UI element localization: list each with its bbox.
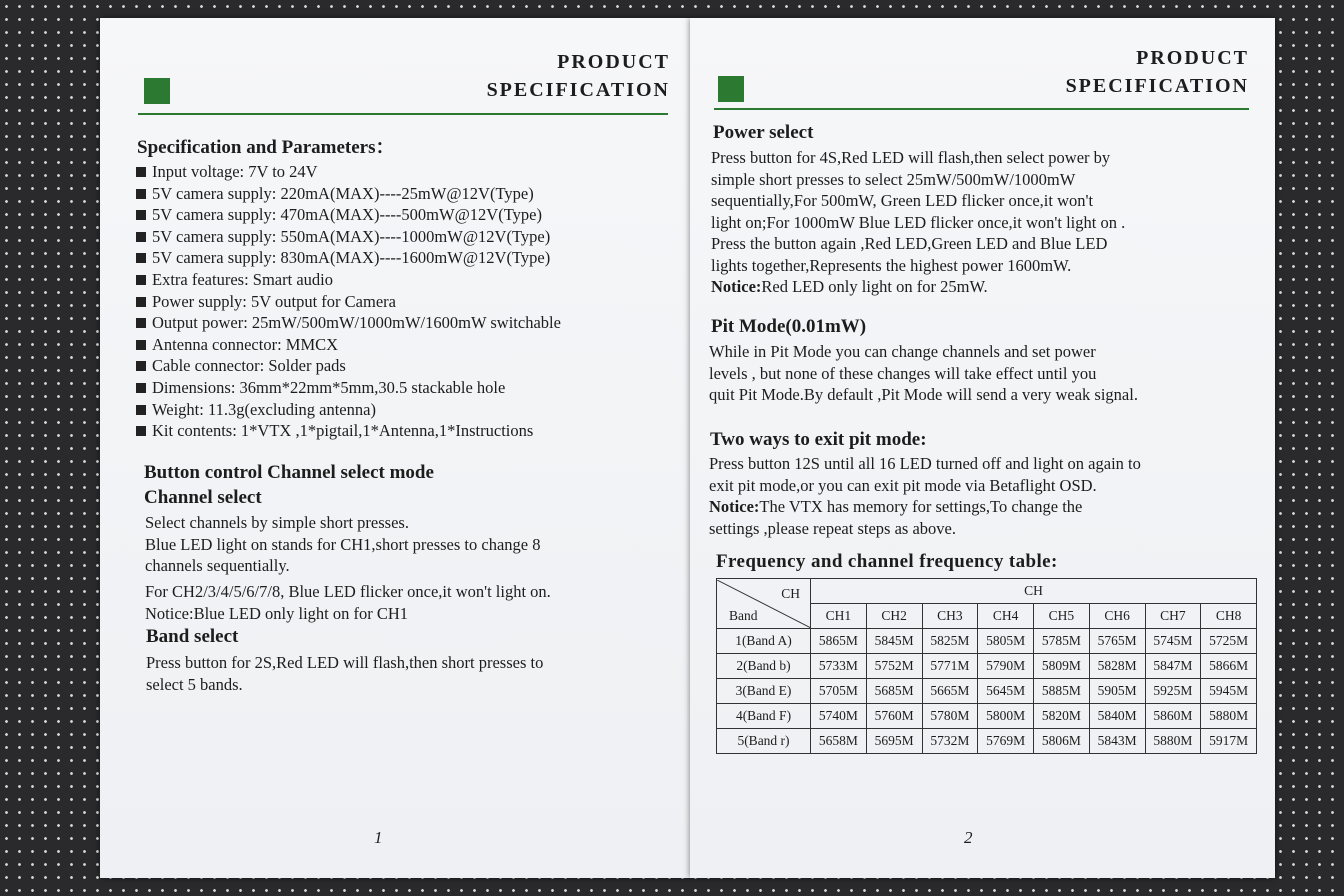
- frequency-cell: 5695M: [866, 729, 922, 754]
- spec-item: Dimensions: 36mm*22mm*5mm,30.5 stackable hole: [136, 377, 561, 399]
- table-row: [717, 729, 1257, 754]
- text-line: settings ,please repeat steps as above.: [709, 518, 956, 538]
- channel-header-cell: CH8: [1201, 604, 1257, 629]
- frequency-cell: 5917M: [1201, 729, 1257, 754]
- text-line: light on;For 1000mW Blue LED flicker once,it won't light on .: [711, 212, 1126, 232]
- spec-item: Extra features: Smart audio: [136, 269, 561, 291]
- text-line: While in Pit Mode you can change channels and set power: [709, 342, 1096, 361]
- frequency-cell: 5885M: [1034, 679, 1090, 704]
- spec-item: 5V camera supply: 220mA(MAX)----25mW@12V(Type): [136, 183, 561, 205]
- channel-header-cell: CH6: [1089, 604, 1145, 629]
- spec-item: Cable connector: Solder pads: [136, 355, 561, 377]
- frequency-cell: 5845M: [866, 629, 922, 654]
- header-rule: [714, 108, 1249, 110]
- spec-item: 5V camera supply: 470mA(MAX)----500mW@12V(Type): [136, 204, 561, 226]
- frequency-cell: 5780M: [922, 704, 978, 729]
- channel-header-cell: CH3: [922, 604, 978, 629]
- frequency-cell: 5860M: [1145, 704, 1201, 729]
- text-line: Press button 12S until all 16 LED turned off and light on again to: [709, 454, 1141, 473]
- text-line: [711, 276, 1125, 298]
- spec-item: 5V camera supply: 550mA(MAX)----1000mW@12V(Type): [136, 226, 561, 248]
- header-title: [1066, 44, 1249, 100]
- frequency-cell: 5880M: [1201, 704, 1257, 729]
- frequency-cell: 5658M: [811, 729, 867, 754]
- frequency-cell: 5880M: [1145, 729, 1201, 754]
- frequency-cell: 5771M: [922, 654, 978, 679]
- table-row: [717, 654, 1257, 679]
- frequency-cell: 5865M: [811, 629, 867, 654]
- power-select-title: Power select: [713, 122, 814, 143]
- text-line: Select channels by simple short presses.: [145, 513, 409, 532]
- frequency-cell: 5800M: [978, 704, 1034, 729]
- frequency-cell: 5740M: [811, 704, 867, 729]
- channel-select-text: [145, 512, 540, 577]
- band-select-text: [146, 652, 543, 695]
- frequency-cell: 5806M: [1034, 729, 1090, 754]
- band-cell: 4(Band F): [717, 704, 811, 729]
- band-cell: 3(Band E): [717, 679, 811, 704]
- text-line: sequentially,For 500mW, Green LED flicker once,it won't: [711, 191, 1094, 210]
- text-line: Press the button again ,Red LED,Green LED and Blue LED: [711, 234, 1108, 253]
- header-title-line1: PRODUCT: [557, 51, 670, 73]
- frequency-cell: 5645M: [978, 679, 1034, 704]
- channel-header-cell: CH5: [1034, 604, 1090, 629]
- channel-select-title: Channel select: [144, 487, 262, 508]
- text-line: For CH2/3/4/5/6/7/8, Blue LED flicker once,it won't light on.: [145, 582, 551, 601]
- spec-item: Output power: 25mW/500mW/1000mW/1600mW switchable: [136, 312, 561, 334]
- frequency-cell: 5843M: [1089, 729, 1145, 754]
- frequency-cell: 5809M: [1034, 654, 1090, 679]
- power-select-text: [711, 147, 1125, 298]
- frequency-cell: 5828M: [1089, 654, 1145, 679]
- page-number: 1: [374, 828, 383, 847]
- page-number: 2: [964, 828, 973, 847]
- text-line: [709, 496, 1141, 518]
- band-cell: 1(Band A): [717, 629, 811, 654]
- notice-text: Red LED only light on for 25mW.: [761, 277, 988, 296]
- header-green-square: [718, 76, 744, 102]
- band-cell: 2(Band b): [717, 654, 811, 679]
- frequency-cell: 5905M: [1089, 679, 1145, 704]
- freq-table-title: Frequency and channel frequency table:: [716, 551, 1058, 572]
- channel-select-text-2: [145, 581, 551, 624]
- header-green-square: [144, 78, 170, 104]
- pit-mode-title: Pit Mode(0.01mW): [711, 316, 867, 337]
- frequency-cell: 5805M: [978, 629, 1034, 654]
- spec-list: [136, 161, 561, 442]
- channel-header-cell: CH2: [866, 604, 922, 629]
- exit-pit-title: Two ways to exit pit mode:: [710, 429, 927, 450]
- notice-text: The VTX has memory for settings,To change the: [759, 497, 1083, 516]
- text-line: quit Pit Mode.By default ,Pit Mode will send a very weak signal.: [709, 385, 1138, 404]
- notice-label: Notice:: [709, 497, 760, 516]
- frequency-cell: 5705M: [811, 679, 867, 704]
- corner-ch-label: CH: [781, 585, 800, 601]
- spec-item: Kit contents: 1*VTX ,1*pigtail,1*Antenna,1*Instructions: [136, 420, 561, 442]
- header-title-line1: PRODUCT: [1136, 47, 1249, 69]
- frequency-cell: 5752M: [866, 654, 922, 679]
- right-page: [690, 18, 1275, 878]
- frequency-cell: 5685M: [866, 679, 922, 704]
- frequency-cell: 5733M: [811, 654, 867, 679]
- channel-header-cell: CH1: [811, 604, 867, 629]
- channel-header-cell: CH7: [1145, 604, 1201, 629]
- frequency-cell: 5769M: [978, 729, 1034, 754]
- text-line: Press button for 4S,Red LED will flash,then select power by: [711, 148, 1111, 167]
- text-line: exit pit mode,or you can exit pit mode via Betaflight OSD.: [709, 475, 1097, 495]
- text-line: lights together,Represents the highest power 1600mW.: [711, 255, 1072, 275]
- spec-title: Specification and Parameters：: [137, 137, 395, 158]
- frequency-cell: 5820M: [1034, 704, 1090, 729]
- frequency-cell: 5665M: [922, 679, 978, 704]
- frequency-cell: 5866M: [1201, 654, 1257, 679]
- left-page: [100, 18, 691, 878]
- spec-item: Power supply: 5V output for Camera: [136, 291, 561, 313]
- frequency-cell: 5825M: [922, 629, 978, 654]
- header-title: [487, 48, 670, 104]
- frequency-table: [716, 578, 1257, 754]
- table-corner-cell: [717, 579, 811, 629]
- notice-label: Notice:: [711, 277, 762, 296]
- text-line: Press button for 2S,Red LED will flash,then short presses to: [146, 653, 544, 672]
- text-line: levels , but none of these changes will take effect until you: [709, 363, 1097, 383]
- table-group-header: CH: [811, 579, 1257, 604]
- frequency-cell: 5725M: [1201, 629, 1257, 654]
- header-title-line2: SPECIFICATION: [1065, 75, 1249, 97]
- frequency-cell: 5765M: [1089, 629, 1145, 654]
- table-row: [717, 704, 1257, 729]
- text-line: select 5 bands.: [146, 674, 243, 694]
- band-select-title: Band select: [146, 626, 239, 647]
- spec-item: Input voltage: 7V to 24V: [136, 161, 561, 183]
- channel-header-cell: CH4: [978, 604, 1034, 629]
- frequency-cell: 5790M: [978, 654, 1034, 679]
- frequency-cell: 5840M: [1089, 704, 1145, 729]
- spec-item: Antenna connector: MMCX: [136, 334, 561, 356]
- button-mode-title: Button control Channel select mode: [144, 462, 434, 483]
- text-line: Blue LED light on stands for CH1,short presses to change 8: [145, 534, 541, 554]
- exit-pit-text: [709, 453, 1141, 539]
- pit-mode-text: [709, 341, 1138, 406]
- header-rule: [138, 113, 668, 115]
- spec-item: Weight: 11.3g(excluding antenna): [136, 399, 561, 421]
- header-title-line2: SPECIFICATION: [486, 79, 670, 101]
- frequency-cell: 5745M: [1145, 629, 1201, 654]
- band-cell: 5(Band r): [717, 729, 811, 754]
- frequency-cell: 5945M: [1201, 679, 1257, 704]
- table-row: [717, 679, 1257, 704]
- text-line: channels sequentially.: [145, 556, 290, 575]
- spec-item: 5V camera supply: 830mA(MAX)----1600mW@12V(Type): [136, 247, 561, 269]
- frequency-cell: 5785M: [1034, 629, 1090, 654]
- corner-band-label: Band: [729, 607, 758, 623]
- frequency-cell: 5925M: [1145, 679, 1201, 704]
- frequency-cell: 5732M: [922, 729, 978, 754]
- frequency-cell: 5760M: [866, 704, 922, 729]
- frequency-cell: 5847M: [1145, 654, 1201, 679]
- table-row: [717, 629, 1257, 654]
- text-line: Notice:Blue LED only light on for CH1: [145, 603, 409, 623]
- text-line: simple short presses to select 25mW/500mW/1000mW: [711, 169, 1076, 189]
